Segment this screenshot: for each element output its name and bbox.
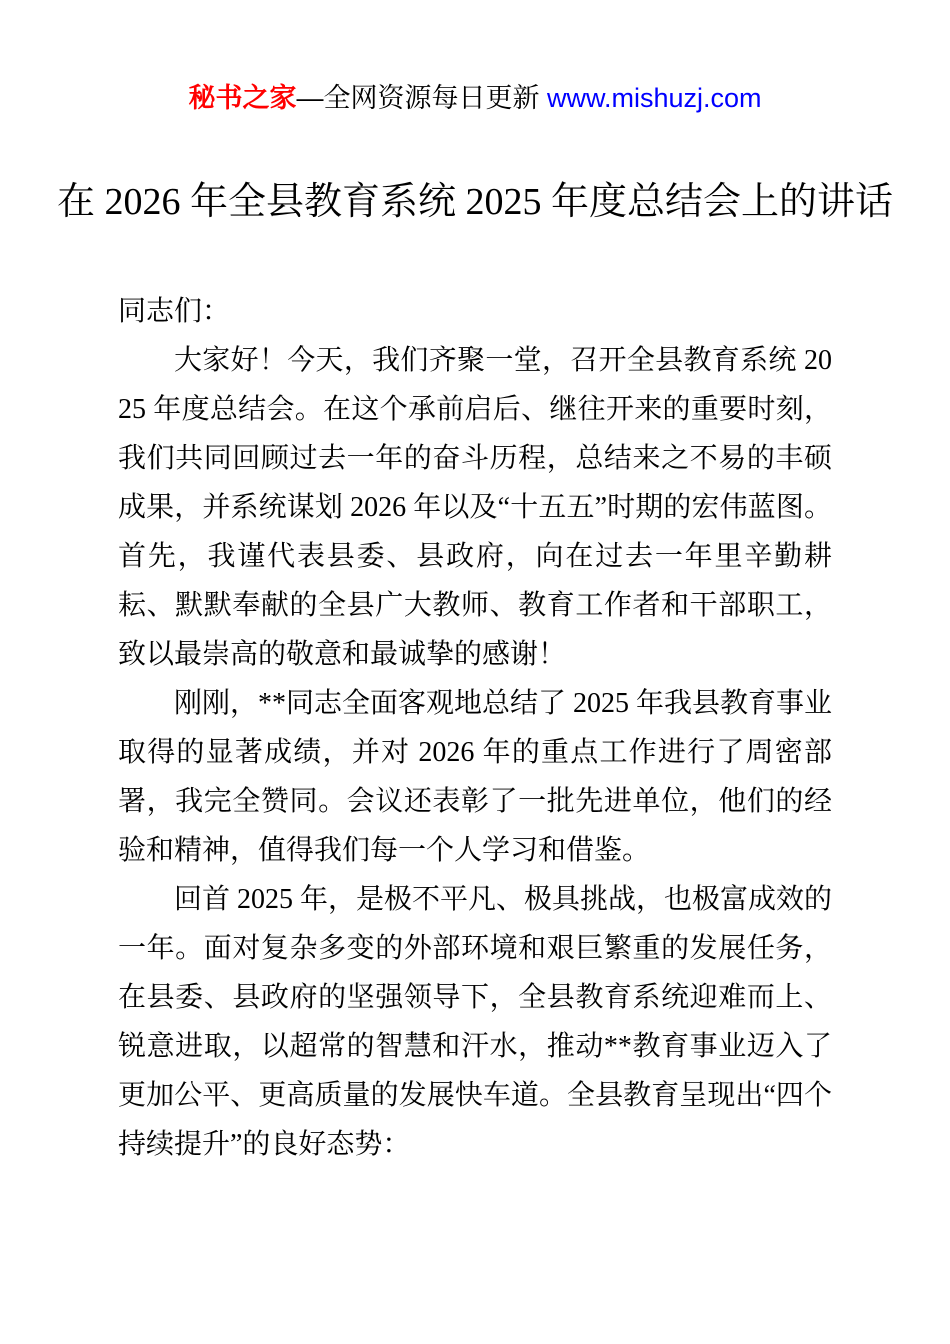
- site-header: [0, 0, 950, 116]
- document-body: [118, 287, 832, 1169]
- body-paragraph-2: 刚刚，**同志全面客观地总结了 2025 年我县教育事业取得的显著成绩，并对 2026 年的重点工作进行了周密部署，我完全赞同。会议还表彰了一批先进单位，他们的经验和精神，值得我们每一个人学习和借鉴。: [118, 687, 833, 866]
- document-title: 在 2026 年全县教育系统 2025 年度总结会上的讲话: [56, 180, 893, 223]
- body-paragraph-3: 回首 2025 年，是极不平凡、极具挑战，也极富成效的一年。面对复杂多变的外部环境和艰巨繁重的发展任务，在县委、县政府的坚强领导下，全县教育系统迎难而上、锐意进取，以超常的智慧和汗水，推动**教育事业迈入了更加公平、更高质量的发展快车道。全县教育呈现出“四个持续提升”的良好态势：: [118, 883, 833, 1160]
- site-tagline: —全网资源每日更新: [296, 83, 547, 113]
- site-brand: 秘书之家: [188, 83, 297, 113]
- body-paragraph-1: 大家好！今天，我们齐聚一堂，召开全县教育系统 2025 年度总结会。在这个承前启后、继往开来的重要时刻，我们共同回顾过去一年的奋斗历程，总结来之不易的丰硕成果，并系统谋划 2026 年以及“十五五”时期的宏伟蓝图。首先，我谨代表县委、县政府，向在过去一年里辛勤耕耘、默默奉献的全县广大教师、教育工作者和干部职工，致以最崇高的敬意和最诚挚的感谢！: [118, 344, 832, 670]
- site-url-link[interactable]: www.mishuzj.com: [546, 83, 762, 113]
- salutation: 同志们：: [118, 295, 231, 327]
